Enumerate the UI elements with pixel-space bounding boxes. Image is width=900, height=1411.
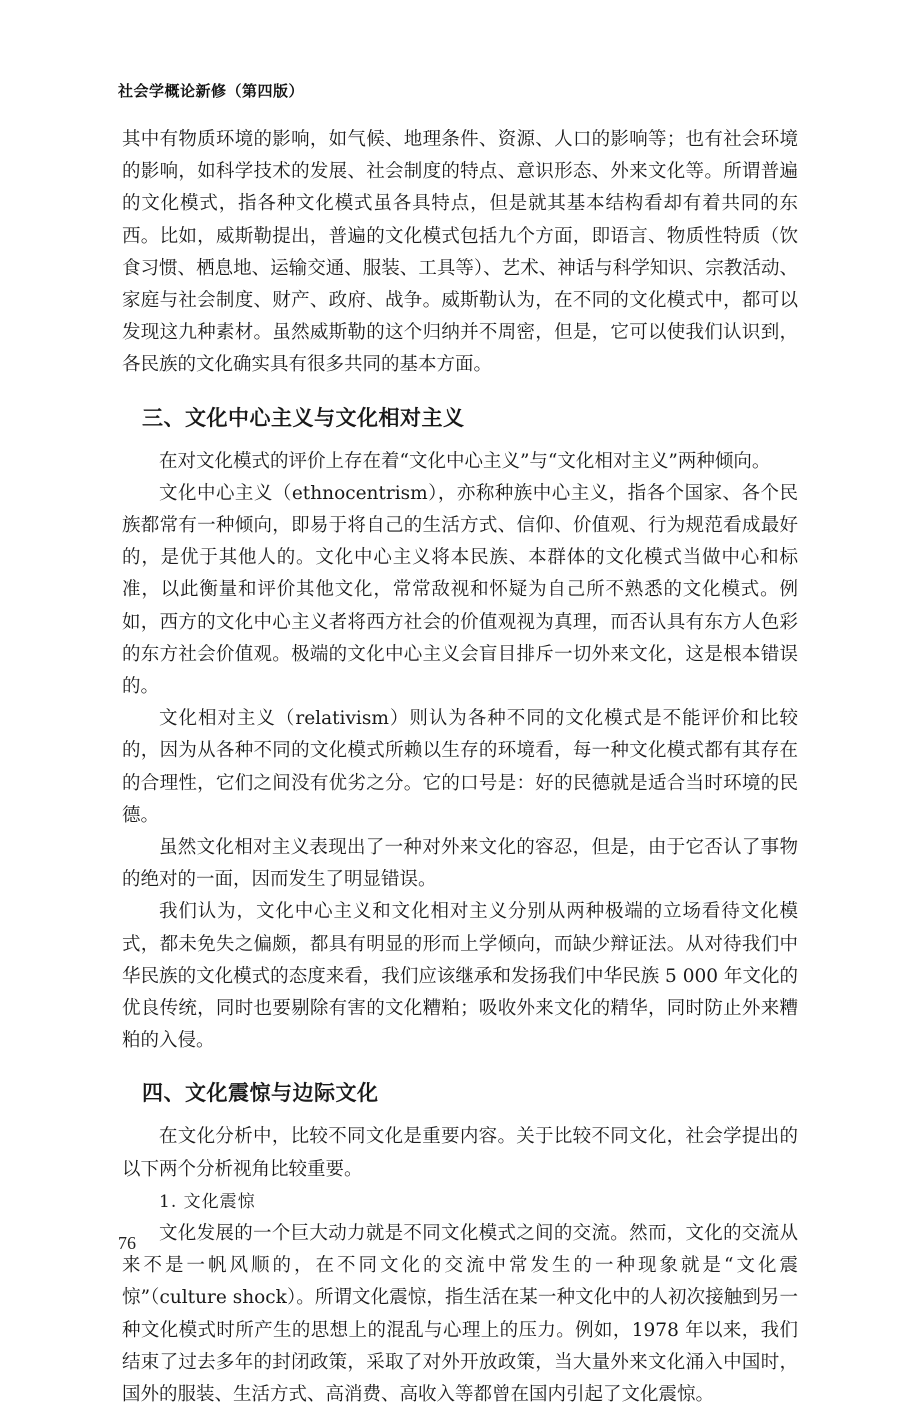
section-heading-4: 四、文化震惊与边际文化 <box>142 1081 379 1106</box>
paragraph: 文化相对主义（relativism）则认为各种不同的文化模式是不能评价和比较的，因为从各种不同的文化模式所赖以生存的环境看，每一种文化模式都有其存在的合理性，它们之间没有优劣之分。它的口号是：好的民德就是适合当时环境的民德。 <box>122 708 798 826</box>
paragraph: 在文化分析中，比较不同文化是重要内容。关于比较不同文化，社会学提出的以下两个分析视角比较重要。 <box>122 1126 798 1180</box>
subsection-heading: 1. 文化震惊 <box>159 1191 256 1212</box>
running-head: 社会学概论新修（第四版） <box>118 82 305 100</box>
paragraph: 虽然文化相对主义表现出了一种对外来文化的容忍，但是，由于它否认了事物的绝对的一面，因而发生了明显错误。 <box>122 837 798 891</box>
paragraph: 文化中心主义（ethnocentrism），亦称种族中心主义，指各个国家、各个民族都常有一种倾向，即易于将自己的生活方式、信仰、价值观、行为规范看成最好的，是优于其他人的。文化中心主义将本民族、本群体的文化模式当做中心和标准，以此衡量和评价其他文化，常常敌视和怀疑为自己所不熟悉的文化模式。例如，西方的文化中心主义者将西方社会的价值观视为真理，而否认具有东方人色彩的东方社会价值观。极端的文化中心主义会盲目排斥一切外来文化，这是根本错误的。 <box>122 482 798 698</box>
page-number: 76 <box>118 1233 136 1253</box>
paragraph: 在对文化模式的评价上存在着“文化中心主义”与“文化相对主义”两种倾向。 <box>159 450 771 472</box>
paragraph: 文化发展的一个巨大动力就是不同文化模式之间的交流。然而，文化的交流从来不是一帆风顺的，在不同文化的交流中常发生的一种现象就是“文化震惊”（culture shock）。所谓文化震惊，指生活在某一种文化中的人初次接触到另一种文化模式时所产生的思想上的混乱与心理上的压力。例如，1978 年以来，我们结束了过去多年的封闭政策，采取了对外开放政策，当大量外来文化涌入中国时，国外的服装、生活方式、高消费、高收入等都曾在国内引起了文化震惊。 <box>122 1222 798 1405</box>
section-heading-3: 三、文化中心主义与文化相对主义 <box>142 405 465 430</box>
paragraph-continued: 其中有物质环境的影响，如气候、地理条件、资源、人口的影响等；也有社会环境的影响，如科学技术的发展、社会制度的特点、意识形态、外来文化等。所谓普遍的文化模式，指各种文化模式虽各具特点，但是就其基本结构看却有着共同的东西。比如，威斯勒提出，普遍的文化模式包括九个方面，即语言、物质性特质（饮食习惯、栖息地、运输交通、服装、工具等）、艺术、神话与科学知识、宗教活动、家庭与社会制度、财产、政府、战争。威斯勒认为，在不同的文化模式中，都可以发现这九种素材。虽然威斯勒的这个归纳并不周密，但是，它可以使我们认识到，各民族的文化确实具有很多共同的基本方面。 <box>122 129 798 376</box>
paragraph: 我们认为，文化中心主义和文化相对主义分别从两种极端的立场看待文化模式，都未免失之偏颇，都具有明显的形而上学倾向，而缺少辩证法。从对待我们中华民族的文化模式的态度来看，我们应该继承和发扬我们中华民族 5 000 年文化的优良传统，同时也要剔除有害的文化糟粕；吸收外来文化的精华，同时防止外来糟粕的入侵。 <box>122 901 798 1052</box>
page-content <box>122 124 798 1411</box>
